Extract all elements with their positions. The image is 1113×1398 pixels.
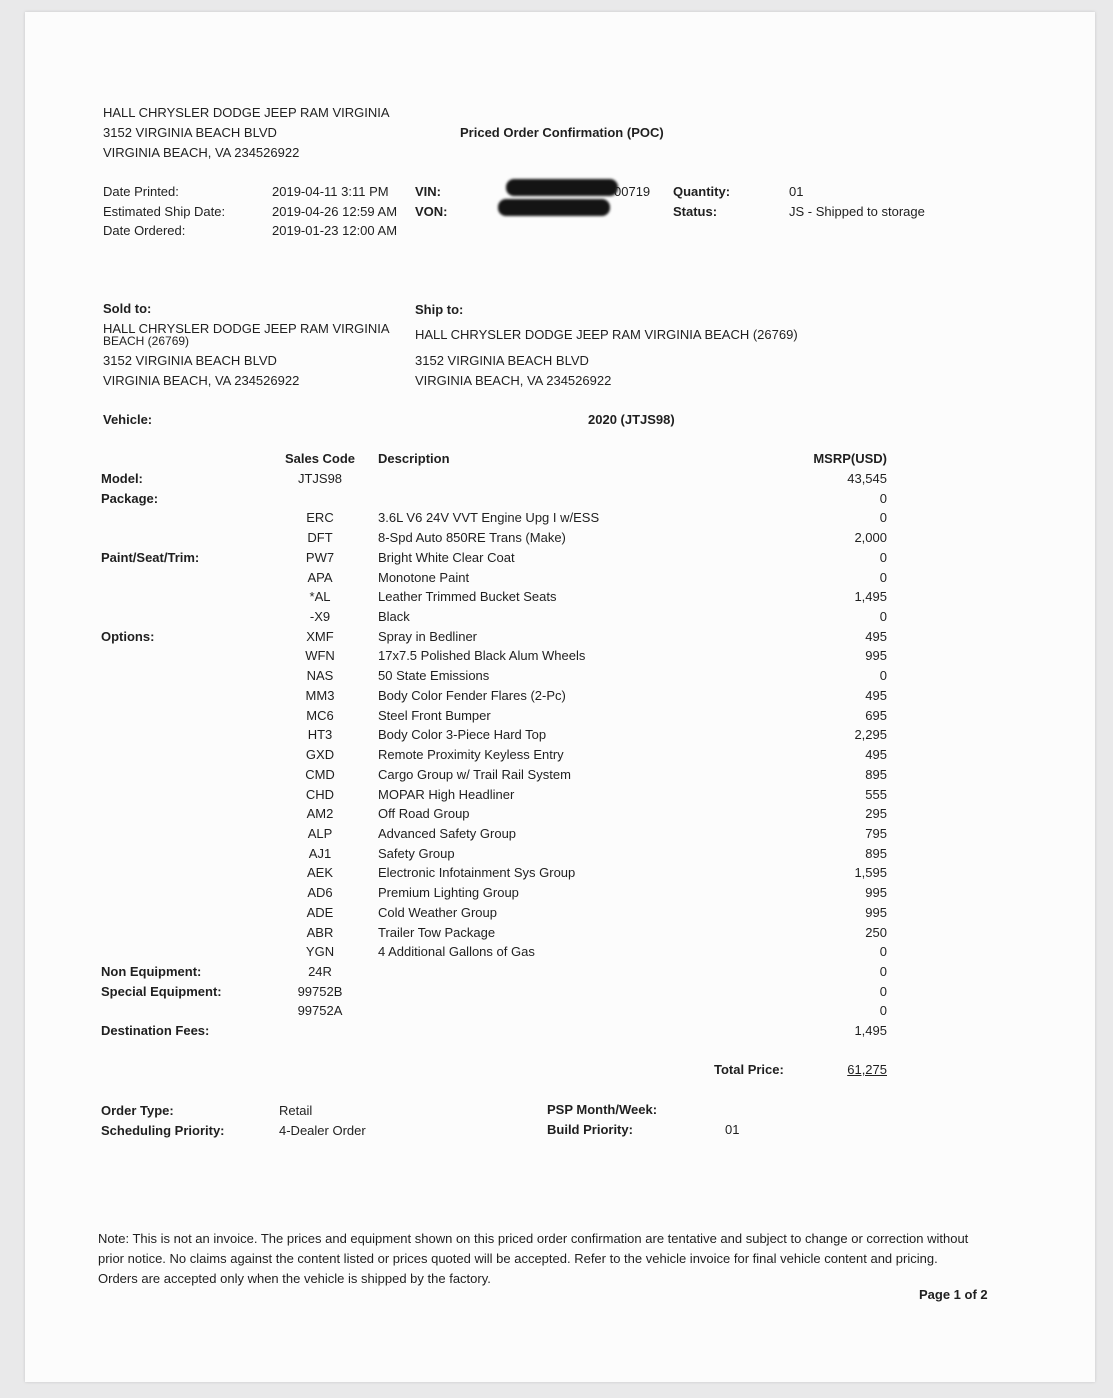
header-description: Description bbox=[378, 451, 450, 466]
row-description: Black bbox=[378, 609, 410, 624]
row-section-label: Non Equipment: bbox=[101, 964, 202, 979]
row-description: Off Road Group bbox=[378, 806, 470, 821]
row-sales-code: YGN bbox=[305, 944, 335, 959]
sold-to-line1: HALL CHRYSLER DODGE JEEP RAM VIRGINIA bbox=[103, 321, 390, 336]
row-description: 8-Spd Auto 850RE Trans (Make) bbox=[378, 530, 566, 545]
row-msrp: 895 bbox=[865, 767, 887, 782]
row-description: Body Color Fender Flares (2-Pc) bbox=[378, 688, 566, 703]
row-sales-code: CMD bbox=[305, 767, 335, 782]
row-description: Monotone Paint bbox=[378, 570, 470, 585]
row-sales-code: MM3 bbox=[305, 688, 335, 703]
est-ship-value: 2019-04-26 12:59 AM bbox=[272, 204, 398, 219]
row-msrp: 895 bbox=[865, 846, 887, 861]
psp-label: PSP Month/Week: bbox=[547, 1102, 658, 1117]
row-sales-code: ABR bbox=[306, 925, 334, 940]
ship-to-line3: VIRGINIA BEACH, VA 234526922 bbox=[415, 373, 612, 388]
row-msrp: 1,595 bbox=[854, 865, 887, 880]
vin-redaction bbox=[506, 179, 618, 196]
row-description: Leather Trimmed Bucket Seats bbox=[378, 589, 557, 604]
sold-to-line1b: BEACH (26769) bbox=[103, 334, 190, 348]
row-sales-code: APA bbox=[307, 570, 333, 585]
row-msrp: 1,495 bbox=[854, 1023, 887, 1038]
row-description: 17x7.5 Polished Black Alum Wheels bbox=[378, 648, 586, 663]
row-sales-code: WFN bbox=[305, 648, 335, 663]
dealer-name: HALL CHRYSLER DODGE JEEP RAM VIRGINIA bbox=[103, 105, 390, 120]
row-msrp: 995 bbox=[865, 885, 887, 900]
row-msrp: 1,495 bbox=[854, 589, 887, 604]
row-sales-code: *AL bbox=[309, 589, 331, 604]
sold-to-label: Sold to: bbox=[103, 301, 152, 316]
ship-to-line2: 3152 VIRGINIA BEACH BLVD bbox=[415, 353, 589, 368]
scheduling-priority-label: Scheduling Priority: bbox=[101, 1123, 225, 1138]
row-msrp: 2,000 bbox=[854, 530, 887, 545]
row-sales-code: 99752B bbox=[297, 984, 343, 999]
total-value: 61,275 bbox=[847, 1062, 887, 1077]
row-description: Trailer Tow Package bbox=[378, 925, 496, 940]
row-sales-code: PW7 bbox=[305, 550, 335, 565]
row-sales-code: ADE bbox=[306, 905, 334, 920]
row-msrp: 0 bbox=[879, 668, 887, 683]
row-description: Bright White Clear Coat bbox=[378, 550, 515, 565]
row-msrp: 495 bbox=[865, 747, 887, 762]
row-msrp: 0 bbox=[879, 1003, 887, 1018]
sold-to-line3: VIRGINIA BEACH, VA 234526922 bbox=[103, 373, 300, 388]
build-priority-label: Build Priority: bbox=[547, 1122, 633, 1137]
row-sales-code: GXD bbox=[305, 747, 335, 762]
row-msrp: 0 bbox=[879, 550, 887, 565]
row-sales-code: JTJS98 bbox=[297, 471, 343, 486]
row-description: Premium Lighting Group bbox=[378, 885, 519, 900]
build-priority-value: 01 bbox=[725, 1122, 740, 1137]
row-msrp: 555 bbox=[865, 787, 887, 802]
date-ordered-label: Date Ordered: bbox=[103, 223, 186, 238]
row-msrp: 0 bbox=[879, 944, 887, 959]
row-msrp: 2,295 bbox=[854, 727, 887, 742]
scheduling-priority-value: 4-Dealer Order bbox=[279, 1123, 366, 1138]
header-sales-code: Sales Code bbox=[284, 451, 356, 466]
row-msrp: 43,545 bbox=[847, 471, 887, 486]
row-description: MOPAR High Headliner bbox=[378, 787, 515, 802]
vehicle-label: Vehicle: bbox=[103, 412, 153, 427]
vin-visible-suffix: 00719 bbox=[614, 184, 651, 199]
quantity-label: Quantity: bbox=[673, 184, 731, 199]
row-description: Electronic Infotainment Sys Group bbox=[378, 865, 576, 880]
row-section-label: Model: bbox=[101, 471, 143, 486]
status-value: JS - Shipped to storage bbox=[789, 204, 925, 219]
date-ordered-value: 2019-01-23 12:00 AM bbox=[272, 223, 398, 238]
row-msrp: 0 bbox=[879, 491, 887, 506]
row-sales-code: ALP bbox=[307, 826, 333, 841]
von-redaction bbox=[498, 199, 610, 216]
row-msrp: 995 bbox=[865, 905, 887, 920]
row-description: 4 Additional Gallons of Gas bbox=[378, 944, 535, 959]
row-description: Body Color 3-Piece Hard Top bbox=[378, 727, 547, 742]
row-section-label: Special Equipment: bbox=[101, 984, 222, 999]
row-description: Advanced Safety Group bbox=[378, 826, 517, 841]
row-section-label: Options: bbox=[101, 629, 155, 644]
row-description: Steel Front Bumper bbox=[378, 708, 491, 723]
row-msrp: 0 bbox=[879, 964, 887, 979]
row-section-label: Package: bbox=[101, 491, 159, 506]
row-description: Remote Proximity Keyless Entry bbox=[378, 747, 564, 762]
row-description: Cold Weather Group bbox=[378, 905, 497, 920]
status-label: Status: bbox=[673, 204, 718, 219]
row-description: 50 State Emissions bbox=[378, 668, 490, 683]
row-sales-code: AM2 bbox=[306, 806, 334, 821]
order-type-value: Retail bbox=[279, 1103, 313, 1118]
ship-to-label: Ship to: bbox=[415, 302, 464, 317]
row-msrp: 0 bbox=[879, 984, 887, 999]
row-msrp: 495 bbox=[865, 688, 887, 703]
row-description: 3.6L V6 24V VVT Engine Upg I w/ESS bbox=[378, 510, 600, 525]
date-printed-value: 2019-04-11 3:11 PM bbox=[272, 184, 389, 199]
row-msrp: 995 bbox=[865, 648, 887, 663]
row-sales-code: ERC bbox=[306, 510, 334, 525]
row-sales-code: 99752A bbox=[297, 1003, 343, 1018]
row-sales-code: MC6 bbox=[306, 708, 334, 723]
row-sales-code: NAS bbox=[306, 668, 334, 683]
row-msrp: 695 bbox=[865, 708, 887, 723]
order-type-label: Order Type: bbox=[101, 1103, 174, 1118]
row-sales-code: 24R bbox=[308, 964, 332, 979]
row-section-label: Paint/Seat/Trim: bbox=[101, 550, 200, 565]
row-sales-code: CHD bbox=[305, 787, 335, 802]
row-description: Spray in Bedliner bbox=[378, 629, 477, 644]
row-sales-code: -X9 bbox=[309, 609, 331, 624]
row-msrp: 0 bbox=[879, 609, 887, 624]
dealer-city: VIRGINIA BEACH, VA 234526922 bbox=[103, 145, 300, 160]
row-msrp: 295 bbox=[865, 806, 887, 821]
page-number: Page 1 of 2 bbox=[919, 1287, 988, 1302]
disclaimer-note: Note: This is not an invoice. The prices and equipment shown on this priced order confirmation are tentative and subject to change or correction without prior notice. No claims against the content listed or prices quoted will be accepted. Refer to the vehicle invoice for final vehicle content and pricing. Orders are accepted only when the vehicle is shipped by the factory. bbox=[98, 1231, 969, 1286]
row-msrp: 795 bbox=[865, 826, 887, 841]
vin-label: VIN: bbox=[415, 184, 441, 199]
vehicle-value: 2020 (JTJS98) bbox=[588, 412, 675, 427]
row-description: Safety Group bbox=[378, 846, 455, 861]
sold-to-line2: 3152 VIRGINIA BEACH BLVD bbox=[103, 353, 277, 368]
row-sales-code: AEK bbox=[306, 865, 333, 880]
row-msrp: 495 bbox=[865, 629, 887, 644]
row-sales-code: AJ1 bbox=[308, 846, 332, 861]
dealer-street: 3152 VIRGINIA BEACH BLVD bbox=[103, 125, 277, 140]
row-sales-code: AD6 bbox=[307, 885, 333, 900]
total-label: Total Price: bbox=[714, 1062, 784, 1077]
row-msrp: 250 bbox=[865, 925, 887, 940]
header-msrp: MSRP(USD) bbox=[813, 451, 887, 466]
document-title: Priced Order Confirmation (POC) bbox=[460, 125, 664, 140]
row-msrp: 0 bbox=[879, 510, 887, 525]
quantity-value: 01 bbox=[789, 184, 804, 199]
est-ship-label: Estimated Ship Date: bbox=[103, 204, 226, 219]
row-description: Cargo Group w/ Trail Rail System bbox=[378, 767, 571, 782]
row-msrp: 0 bbox=[879, 570, 887, 585]
ship-to-line1: HALL CHRYSLER DODGE JEEP RAM VIRGINIA BEACH (26769) bbox=[415, 327, 798, 342]
von-label: VON: bbox=[415, 204, 448, 219]
row-sales-code: XMF bbox=[306, 629, 334, 644]
row-sales-code: HT3 bbox=[307, 727, 333, 742]
date-printed-label: Date Printed: bbox=[103, 184, 179, 199]
row-sales-code: DFT bbox=[307, 530, 333, 545]
row-section-label: Destination Fees: bbox=[101, 1023, 210, 1038]
